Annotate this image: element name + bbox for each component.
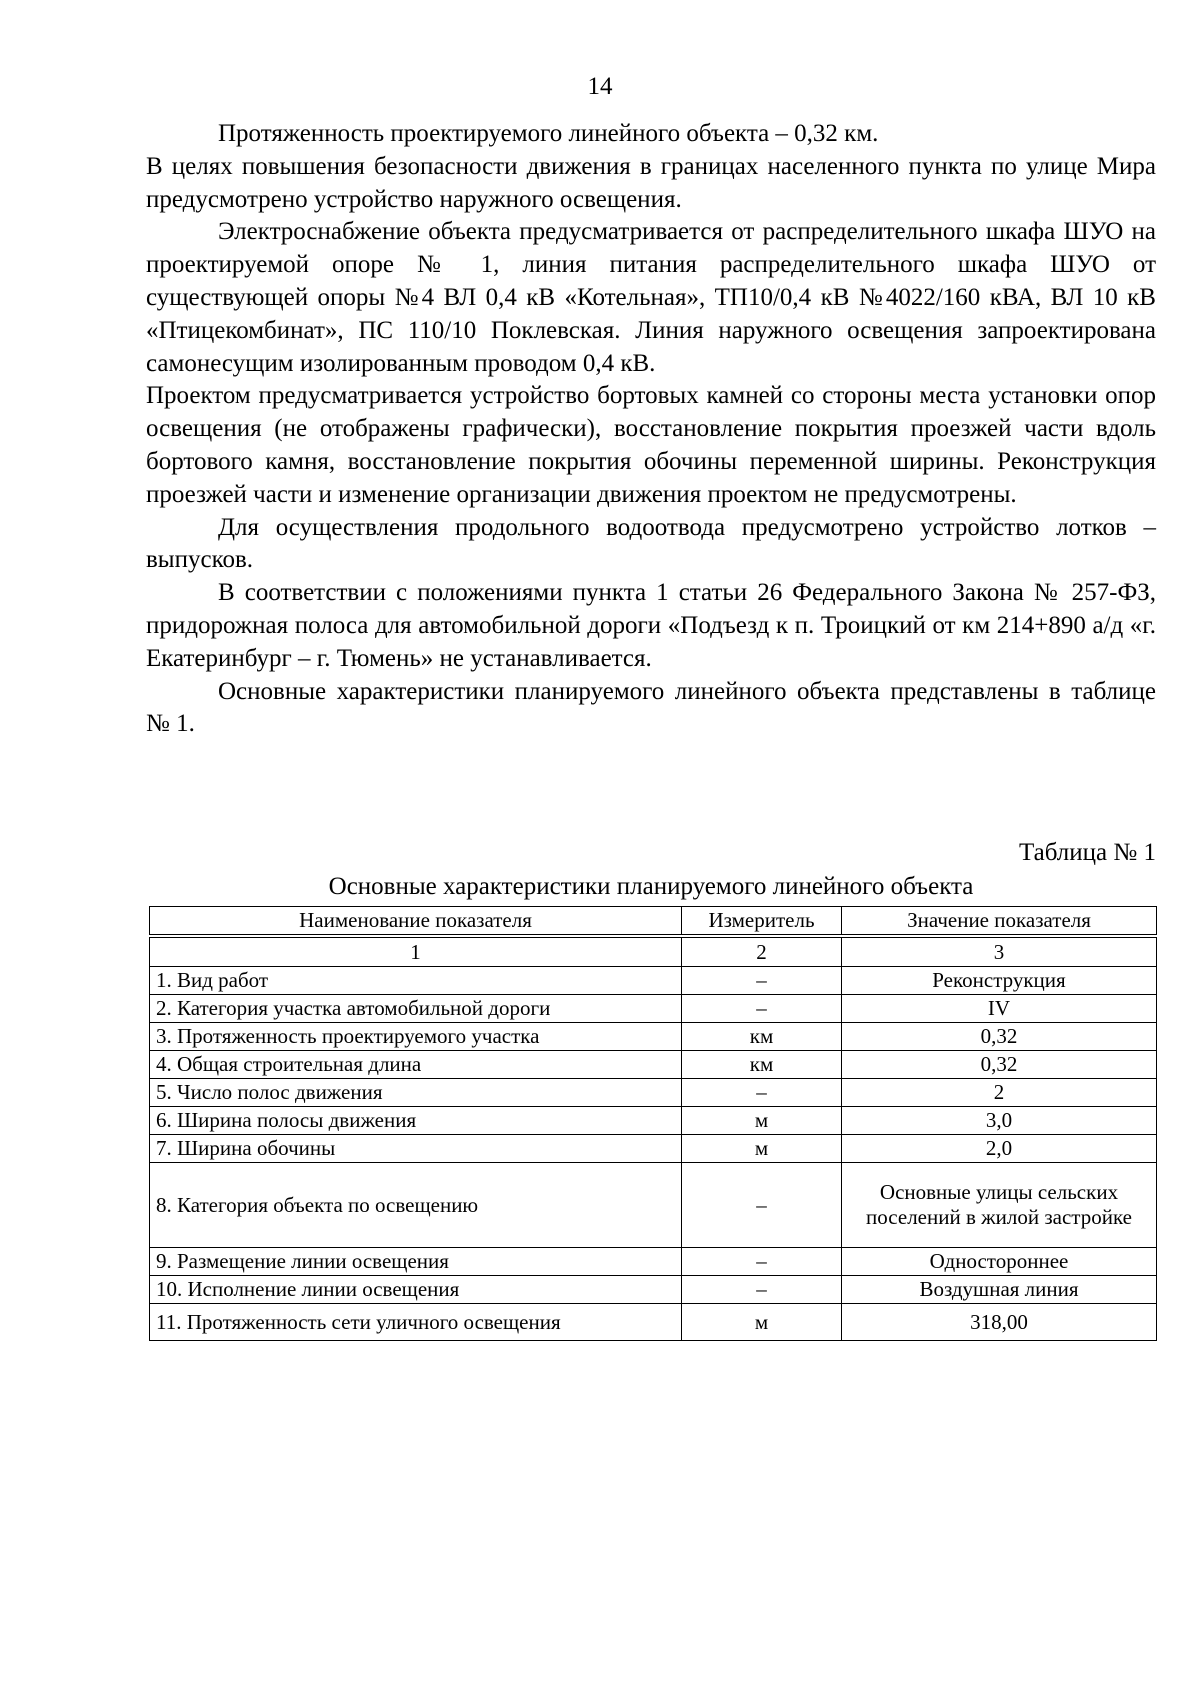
column-number-cell: 1 [150, 938, 682, 967]
table-row [150, 1135, 1157, 1163]
table-row [150, 1023, 1157, 1051]
table-cell-indicator: 4. Общая строительная длина [150, 1051, 682, 1079]
table-cell-unit: – [682, 967, 842, 995]
table-cell-unit: м [682, 1135, 842, 1163]
table-cell-value: Основные улицы сельских поселений в жилой застройке [842, 1163, 1157, 1248]
table-row [150, 1051, 1157, 1079]
paragraph: Проектом предусматривается устройство бортовых камней со стороны места установки опор освещения (не отображены графически), восстановление покрытия проезжей части вдоль бортового камня, восстановление покрытия обочины переменной ширины. Реконструкция проезжей части и изменение организации движения проектом не предусмотрены. [146, 382, 1156, 508]
table-cell-unit: – [682, 1248, 842, 1276]
table-cell-value: Одностороннее [842, 1248, 1157, 1276]
table-row [150, 1107, 1157, 1135]
paragraph: Основные характеристики планируемого линейного объекта представлены в таблице № 1. [146, 677, 1156, 738]
table-cell-value: 318,00 [842, 1304, 1157, 1341]
table-cell-value: 0,32 [842, 1051, 1157, 1079]
table-cell-indicator: 8. Категория объекта по освещению [150, 1163, 682, 1248]
table-cell-unit: – [682, 1163, 842, 1248]
table-row [150, 1248, 1157, 1276]
table-cell-unit: – [682, 995, 842, 1023]
table-header-row [150, 907, 1157, 935]
table-cell-unit: – [682, 1276, 842, 1304]
characteristics-table [149, 906, 1157, 1341]
table-cell-value: 2 [842, 1079, 1157, 1107]
table-header-cell: Наименование показателя [150, 907, 682, 935]
column-number-cell: 2 [682, 938, 842, 967]
table-cell-unit: км [682, 1051, 842, 1079]
table-row [150, 1276, 1157, 1304]
table-cell-value: 0,32 [842, 1023, 1157, 1051]
column-number-row [150, 938, 1157, 967]
table-header-cell: Значение показателя [842, 907, 1157, 935]
table-title: Основные характеристики планируемого линейного объекта [328, 873, 974, 900]
body-text [146, 118, 1156, 741]
page-number: 14 [587, 73, 613, 100]
table-cell-indicator: 1. Вид работ [150, 967, 682, 995]
table-cell-unit: км [682, 1023, 842, 1051]
paragraph: Электроснабжение объекта предусматривается от распределительного шкафа ШУО на проектируемой опоре № 1, линия питания распределительного шкафа ШУО от существующей опоры №4 ВЛ 0,4 кВ «Котельная», ТП10/0,4 кВ №4022/160 кВА, ВЛ 10 кВ «Птицекомбинат», ПС 110/10 Поклевская. Линия наружного освещения запроектирована самонесущим изолированным проводом 0,4 кВ. [146, 218, 1156, 377]
table-cell-indicator: 5. Число полос движения [150, 1079, 682, 1107]
paragraph: В соответствии с положениями пункта 1 статьи 26 Федерального Закона № 257-ФЗ, придорожная полоса для автомобильной дороги «Подъезд к п. Троицкий от км 214+890 а/д «г. Екатеринбург – г. Тюмень» не устанавливается. [146, 579, 1156, 672]
table-cell-value: 2,0 [842, 1135, 1157, 1163]
table-row [150, 1079, 1157, 1107]
table-cell-value: Воздушная линия [842, 1276, 1157, 1304]
table-row [150, 1163, 1157, 1248]
paragraph: В целях повышения безопасности движения в границах населенного пункта по улице Мира предусмотрено устройство наружного освещения. [146, 152, 1156, 213]
column-number-cell: 3 [842, 938, 1157, 967]
table-cell-indicator: 11. Протяженность сети уличного освещения [150, 1304, 682, 1341]
table-row [150, 995, 1157, 1023]
table-cell-unit: м [682, 1107, 842, 1135]
table-cell-indicator: 2. Категория участка автомобильной дороги [150, 995, 682, 1023]
table-cell-indicator: 7. Ширина обочины [150, 1135, 682, 1163]
table-row [150, 967, 1157, 995]
table-cell-indicator: 3. Протяженность проектируемого участка [150, 1023, 682, 1051]
table-cell-value: IV [842, 995, 1157, 1023]
paragraph: Протяженность проектируемого линейного объекта – 0,32 км. [218, 120, 879, 147]
table-cell-value: Реконструкция [842, 967, 1157, 995]
table-cell-indicator: 6. Ширина полосы движения [150, 1107, 682, 1135]
table-row [150, 1304, 1157, 1341]
table-header-cell: Измеритель [682, 907, 842, 935]
table-cell-indicator: 10. Исполнение линии освещения [150, 1276, 682, 1304]
table-cell-unit: – [682, 1079, 842, 1107]
table-cell-unit: м [682, 1304, 842, 1341]
table-cell-indicator: 9. Размещение линии освещения [150, 1248, 682, 1276]
paragraph: Для осуществления продольного водоотвода предусмотрено устройство лотков – выпусков. [146, 513, 1156, 574]
table-label: Таблица № 1 [1018, 839, 1156, 866]
table-cell-value: 3,0 [842, 1107, 1157, 1135]
